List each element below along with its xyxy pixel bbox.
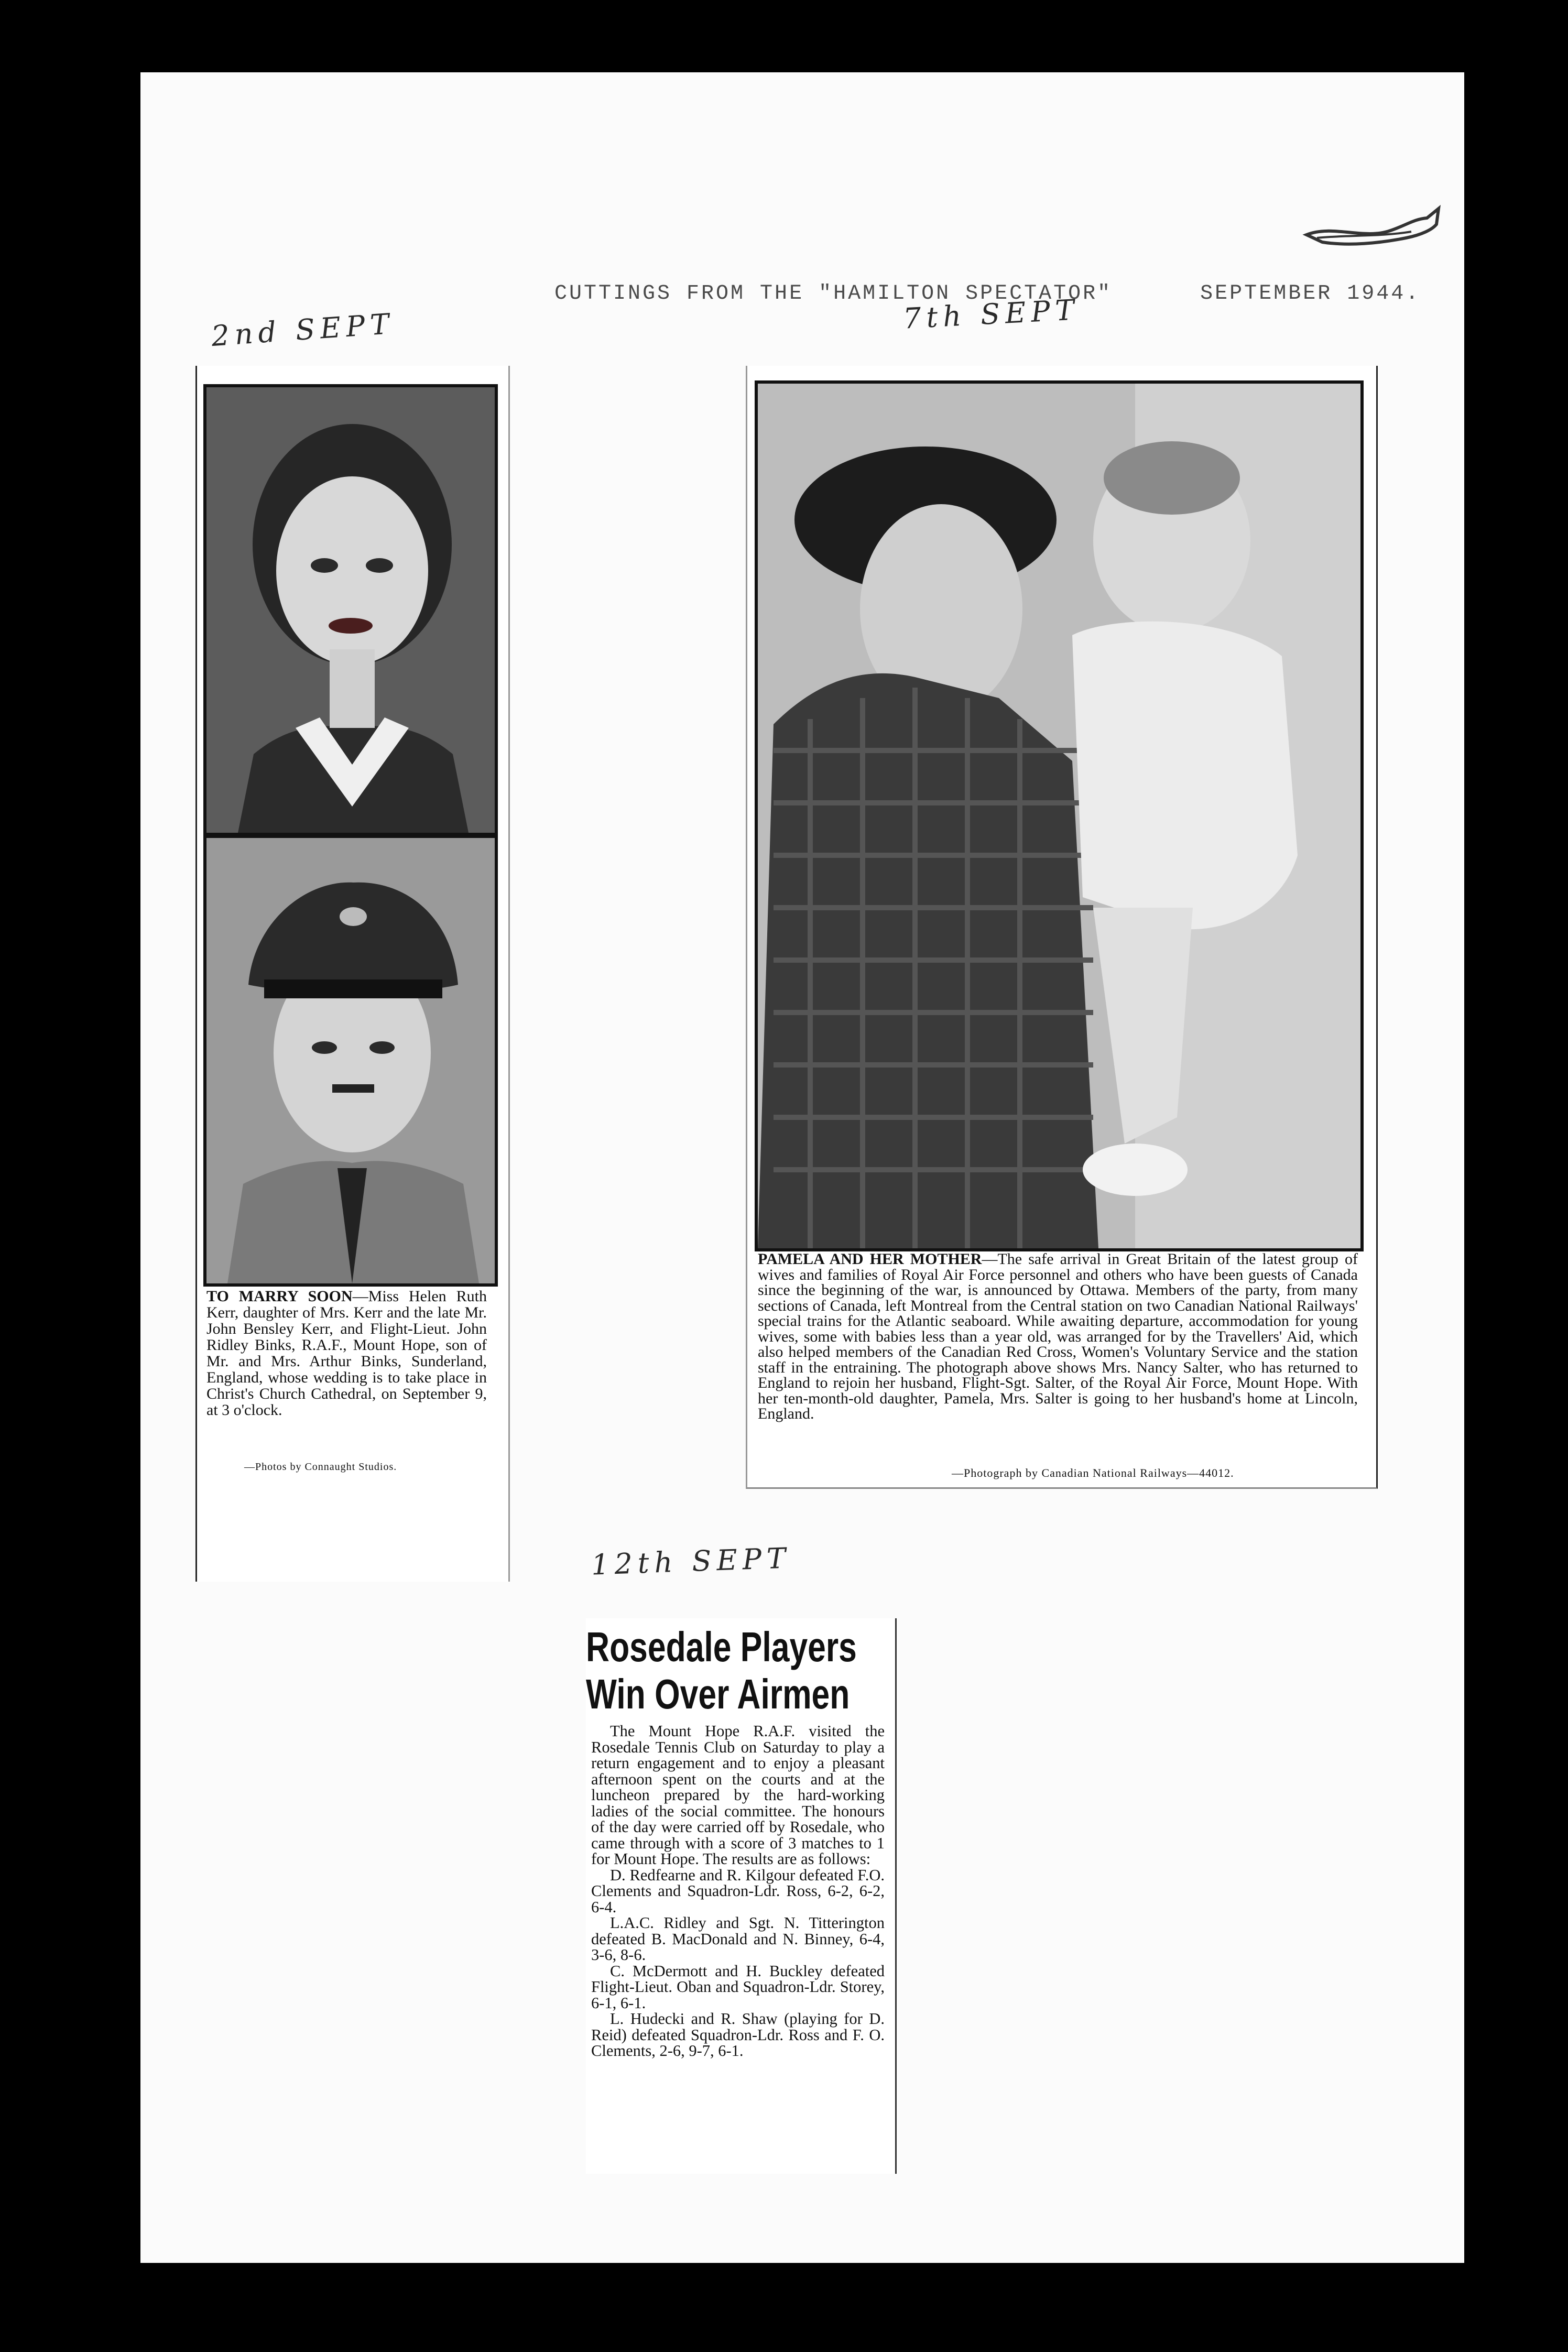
article-paragraph: L.A.C. Ridley and Sgt. N. Titterington defeated B. MacDonald and N. Binney, 6-4, 3-6, 8-6. <box>591 1914 885 1964</box>
article-paragraph: D. Redfearne and R. Kilgour defeated F.O. Clements and Squadron-Ldr. Ross, 6-2, 6-2, 6-4. <box>591 1866 885 1916</box>
clipping-tennis-article <box>586 1618 897 2174</box>
photo-bride <box>203 384 498 836</box>
pamela-caption-body: —The safe arrival in Great Britain of the latest group of wives and families of Royal Air Force personnel and others who have been guests of Canada since the beginning of the war, is announced by Ottawa. Members of the party, from many sections of Canada, left Montreal from the Central station on two Canadian National Railways' special trains for the Atlantic seaboard. While awaiting departure, accommodation for young wives, some with babies less than a year old, was arranged for by the Travellers' Aid, which also helped members of the Canadian Red Cross, Women's Voluntary Service and the station staff in the entraining. The photograph above shows Mrs. Nancy Salter, who has returned to England to rejoin her husband, Flight-Sgt. Salter, of the Royal Air Force, Mount Hope. With her ten-month-old daughter, Pamela, Mrs. Salter is going to her husband's home at Lincoln, England. <box>758 1250 1358 1422</box>
photo-mother-and-baby <box>755 380 1364 1251</box>
annotation-left: 2nd SEPT <box>210 307 396 353</box>
annotation-middle: 7th SEPT <box>902 293 1081 335</box>
wedding-caption <box>206 1288 487 1418</box>
wedding-caption-body: —Miss Helen Ruth Kerr, daughter of Mrs. Kerr and the late Mr. John Bensley Kerr, and Flight-Lieut. John Ridley Binks, R.A.F., Mount Hope, son of Mr. and Mrs. Arthur Binks, Sunderland, England, whose wedding is to take place in Christ's Church Cathedral, on September 9, at 3 o'clock. <box>206 1288 487 1419</box>
article-body <box>591 1723 885 2059</box>
photo-groom <box>203 835 498 1287</box>
article-headline-line-1: Rosedale Players <box>586 1624 857 1670</box>
document-page <box>140 72 1464 2263</box>
article-paragraph: The Mount Hope R.A.F. visited the Rosedale Tennis Club on Saturday to play a return engagement and to enjoy a pleasant afternoon spent on the courts and at the luncheon prepared by the hard-working ladies of the social committee. The honours of the day were carried off by Rosedale, who came through with a score of 3 matches to 1 for Mount Hope. The results are as follows: <box>591 1722 885 1868</box>
article-paragraph: L. Hudecki and R. Shaw (playing for D. Reid) defeated Squadron-Ldr. Ross and F. O. Clements, 2-6, 9-7, 6-1. <box>591 2010 885 2060</box>
clipping-wedding <box>195 366 510 1582</box>
pamela-caption <box>758 1251 1358 1422</box>
wedding-caption-lead: TO MARRY SOON <box>206 1288 353 1305</box>
pamela-photo-credit: —Photograph by Canadian National Railways—44012. <box>952 1466 1234 1479</box>
pamela-caption-lead: PAMELA AND HER MOTHER <box>758 1250 982 1268</box>
pen-scribble <box>1301 198 1458 256</box>
mother-baby-image <box>758 384 1360 1248</box>
header-title: CUTTINGS FROM THE "HAMILTON SPECTATOR" <box>554 282 1113 306</box>
portrait-airman-image <box>206 838 495 1283</box>
annotation-bottom: 12th SEPT <box>591 1541 792 1582</box>
clipping-pamela <box>746 366 1378 1489</box>
article-paragraph: C. McDermott and H. Buckley defeated Flight-Lieut. Oban and Squadron-Ldr. Storey, 6-1, 6-1. <box>591 1962 885 2012</box>
article-headline-line-2: Win Over Airmen <box>586 1671 850 1717</box>
header-date: SEPTEMBER 1944. <box>1200 282 1421 306</box>
wedding-photo-credit: —Photos by Connaught Studios. <box>244 1461 397 1473</box>
portrait-woman-image <box>206 387 495 833</box>
